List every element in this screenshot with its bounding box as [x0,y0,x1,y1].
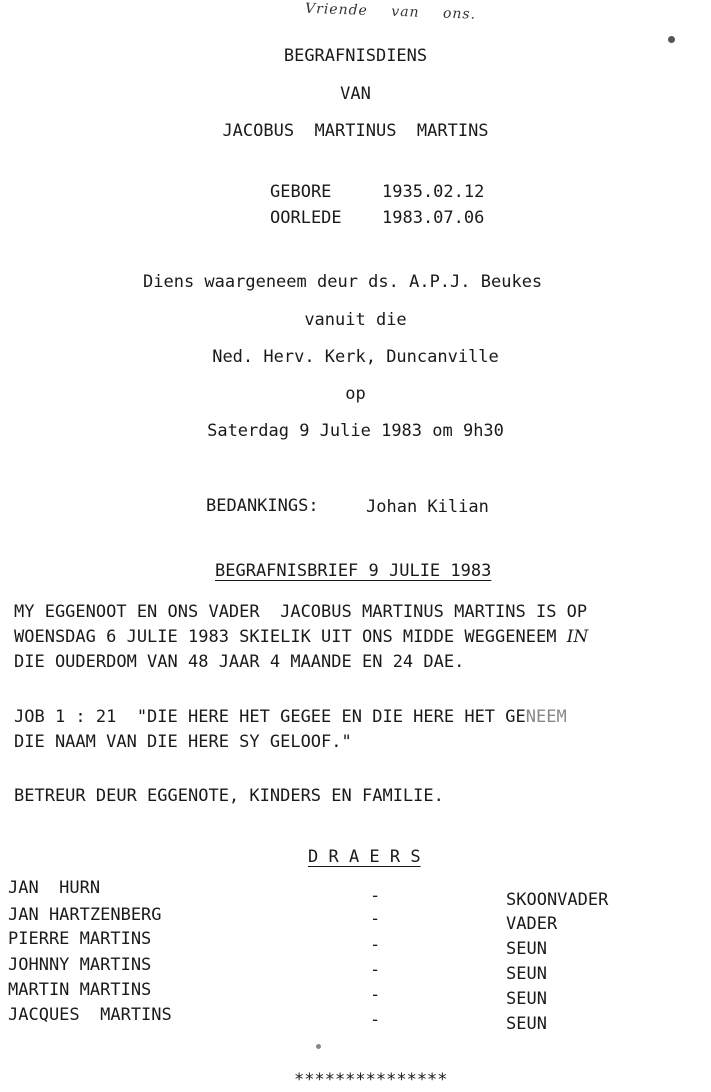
bearer-dash: - [370,960,381,980]
handwritten-word: van [391,3,420,21]
bearer-name: MARTIN MARTINS [8,980,152,1000]
letter-para1-line3: DIE OUDERDOM VAN 48 JAAR 4 MAANDE EN 24 DAE. [14,652,465,672]
bearer-relation: SEUN [506,939,547,959]
letter-heading: BEGRAFNISBRIEF 9 JULIE 1983 [215,561,492,581]
bearer-relation: SEUN [506,1014,547,1034]
bearer-dash: - [370,1010,381,1030]
letter-para1-line1: MY EGGENOOT EN ONS VADER JACOBUS MARTINUS MARTINS IS OP [14,602,588,622]
bearer-relation: SKOONVADER [506,890,609,910]
bearer-dash: - [370,985,381,1005]
service-from: vanuit die [304,310,407,330]
bearer-name: PIERRE MARTINS [8,929,152,949]
born-date: 1935.02.12 [382,182,485,202]
van-line: VAN [340,84,371,104]
bearer-name: JAN HARTZENBERG [8,905,162,925]
died-date: 1983.07.06 [382,208,485,228]
letter-para2-line1 [14,707,567,727]
thanks-name: Johan Kilian [366,497,489,517]
service-officiant: Diens waargeneem deur ds. A.P.J. Beukes [143,272,543,292]
service-church: Ned. Herv. Kerk, Duncanville [212,347,499,367]
bearer-dash: - [370,909,381,929]
bearer-name: JOHNNY MARTINS [8,955,152,975]
thanks-label: BEDANKINGS: [206,496,319,516]
bearer-relation: SEUN [506,989,547,1009]
letter-para2-line2: DIE NAAM VAN DIE HERE SY GELOOF." [14,732,352,752]
bearer-name: JAN HURN [8,878,101,898]
letter-para2-line1-faded: NEEM [525,707,567,727]
bearer-dash: - [370,935,381,955]
bearer-dash: - [370,886,381,906]
handwritten-word: ons. [442,5,477,23]
bearers-heading: D R A E R S [308,847,421,867]
letter-para1-line2-typed: WOENSDAG 6 JULIE 1983 SKIELIK UIT ONS MIDDE WEGGENEEM [14,627,567,647]
service-date: Saterdag 9 Julie 1983 om 9h30 [207,421,504,441]
service-on: op [345,384,366,404]
letter-para3: BETREUR DEUR EGGENOTE, KINDERS EN FAMILIE. [14,786,444,806]
letter-para2-line1-main: JOB 1 : 21 "DIE HERE HET GEGEE EN DIE HERE HET GE [14,707,526,727]
bearer-name: JACQUES MARTINS [8,1005,172,1025]
handwritten-note [305,1,495,24]
ink-speck [668,36,675,43]
bearer-relation: VADER [506,914,558,934]
deceased-name: JACOBUS MARTINUS MARTINS [222,121,489,141]
ink-speck [316,1044,321,1049]
died-label: OORLEDE [270,208,342,228]
closing-stars: *************** [294,1070,448,1090]
bearer-relation: SEUN [506,964,547,984]
handwritten-word: Vriende [304,0,369,19]
born-label: GEBORE [270,182,332,202]
letter-para1-line2 [14,627,588,647]
handwritten-correction: IN [566,627,589,647]
doc-title: BEGRAFNISDIENS [283,46,428,66]
